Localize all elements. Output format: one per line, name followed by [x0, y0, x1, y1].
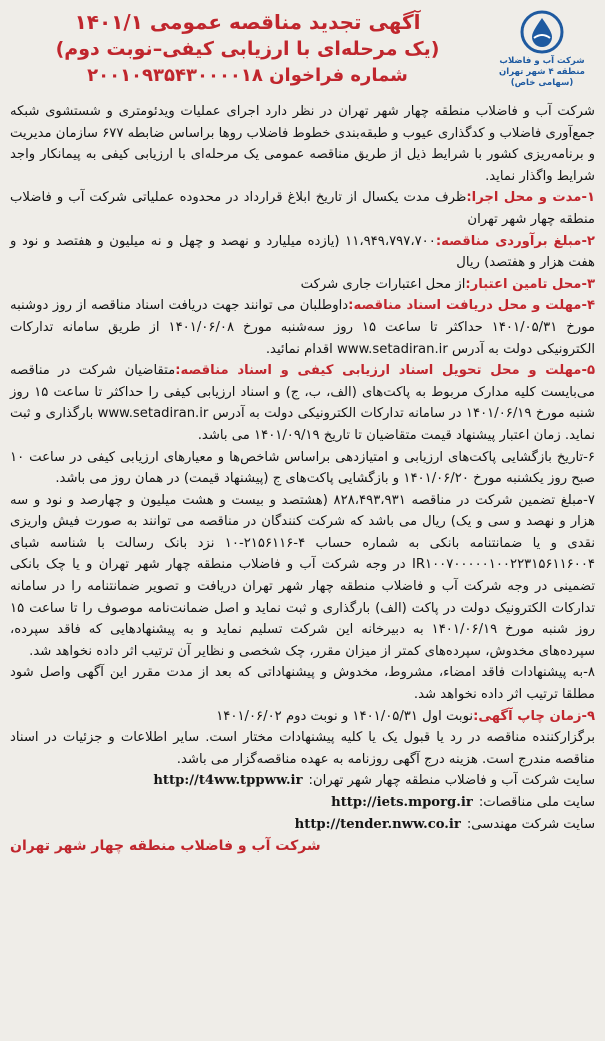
- section-2: [10, 231, 595, 274]
- section-heading: ۵-مهلت و محل تحویل اسناد ارزیابی کیفی و اسناد مناقصه:: [175, 363, 595, 379]
- footer-signature: [10, 838, 595, 854]
- section-6: [10, 447, 595, 490]
- section-heading: ۱-مدت و محل اجرا:: [466, 190, 595, 206]
- water-drop-icon: [520, 10, 564, 54]
- section-heading: ۹-زمان چاپ آگهی:: [473, 708, 595, 724]
- notice-body: [10, 101, 595, 770]
- website-row: [10, 814, 595, 836]
- section-heading: ۳-محل تامین اعتبار:: [465, 276, 595, 292]
- section-7: [10, 490, 595, 663]
- company-logo: [497, 10, 587, 89]
- section-text: ظرف مدت یکسال از تاریخ ابلاغ قرارداد در محدوده عملیاتی شرکت آب و فاضلاب منطقه چهار شهر تهران: [10, 190, 595, 227]
- section-text: ۶-تاریخ بازگشایی پاکت‌های ارزیابی و امتیازدهی براساس شاخص‌ها و معیارهای ارزیابی کیفی در ساعت ۱۰ صبح روز یکشنبه مورخ ۱۴۰۱/۰۶/۲۰ و بازگشایی پاکت‌های ج (پیشنهاد قیمت) در همان روز می باشد.: [10, 449, 595, 487]
- website-row: [10, 792, 595, 814]
- website-label: سایت ملی مناقصات:: [478, 795, 595, 811]
- section-text: نوبت اول ۱۴۰۱/۰۵/۳۱ و نوبت دوم ۱۴۰۱/۰۶/۰۲: [216, 708, 474, 724]
- section-3: [10, 274, 595, 296]
- footer-company: شرکت آب و فاضلاب منطقه چهار شهر تهران: [10, 838, 321, 855]
- call-number: شماره فراخوان ۲۰۰۱۰۹۳۵۴۳۰۰۰۰۱۸: [87, 65, 408, 86]
- title-block: [10, 8, 485, 89]
- intro-paragraph: شرکت آب و فاضلاب منطقه چهار شهر تهران در نظر دارد اجرای عملیات ویدئومتری و شستشوی شبکه جمع‌آوری فاضلاب و کدگذاری عیوب و طبقه‌بندی خطوط فاضلاب روها براساس ضابطه ۶۷۷ سازمان مدیریت و برنامه‌ریزی کشور با شرایط ذیل از طریق مناقصه عمومی یک مرحله‌ای با ارزیابی کیفی به پیمانکار واجد شرایط واگذار نماید.: [10, 104, 596, 184]
- section-1: [10, 187, 595, 230]
- section-8: [10, 662, 595, 705]
- section-text: متقاضیان شرکت در مناقصه می‌بایست کلیه مدارک مربوط به پاکت‌های (الف، ب، ج) و اسناد ارزیابی کیفی را حداکثر تا ساعت ۱۵ روز شنبه مورخ ۱۴۰۱/۰۶/۱۹ در سامانه تدارکات الکترونیکی دولت به آدرس www.setadiran.ir بارگذاری و ثبت نماید. زمان اعتبار پیشنهاد قیمت متقاضیان تا تاریخ ۱۴۰۱/۰۹/۱۹ می باشد.: [10, 363, 595, 443]
- section-heading: ۴-مهلت و محل دریافت اسناد مناقصه:: [348, 298, 595, 314]
- section-text: داوطلبان می توانند جهت دریافت اسناد مناقصه از روز دوشنبه مورخ ۱۴۰۱/۰۵/۳۱ حداکثر تا ساعت ۱۵ روز سه‌شنبه مورخ ۱۴۰۱/۰۶/۰۸ از طریق سامانه تدارکات الکترونیکی دولت به آدرس www.setadiran.ir اقدام نمائید.: [10, 298, 596, 357]
- section-text: ۸-به پیشنهادات فاقد امضاء، مشروط، مخدوش و پیشنهاداتی که بعد از مدت مقرر این آگهی واصل شود مطلقا ترتیب اثر داده نخواهد شد.: [10, 665, 595, 703]
- section-9: [10, 706, 595, 728]
- website-label: سایت شرکت آب و فاضلاب منطقه چهار شهر تهران:: [308, 773, 595, 789]
- section-text: ۷-مبلغ تضمین شرکت در مناقصه ۸۲۸،۴۹۳،۹۳۱ (هشتصد و بیست و هشت میلیون و چهارصد و نود و سه هزار و نهصد و سی و یک) ریال می باشد که شرکت کنندگان در مناقصه می توانند به صورت فیش واریزی نقدی و یا ضمانتنامه بانکی به شماره حساب ۴-۲۱۵۶۱۱۶-۱۰ نزد بانک رسالت با شناسه شبای IR۱۰۰۷۰۰۰۰۰۱۰۰۲۲۳۱۵۶۱۱۶۰۰۴ در وجه شرکت آب و فاضلاب منطقه چهار شهر تهران و یا چک بانکی تضمینی در وجه شرکت آب و فاضلاب منطقه چهار شهر تهران دریافت و تصویر ضمانتنامه را در سامانه تدارکات الکترونیک دولت در پاکت (الف) بارگذاری و ثبت نماید و اصل ضمانت‌نامه موصوف را تا ساعت ۱۵ روز شنبه مورخ ۱۴۰۱/۰۶/۱۹ به دبیرخانه این شرکت تسلیم نماید و به پیشنهادهایی که فاقد سپرده، سپرده‌های مخدوش، سپرده‌های کمتر از میزان مقرر، چک شخصی و نظایر آن ترتیب اثر داده نخواهد شد.: [10, 492, 595, 659]
- website-link[interactable]: http://tender.nww.co.ir: [294, 817, 461, 833]
- website-row: [10, 770, 595, 792]
- section-5: [10, 360, 595, 446]
- website-label: سایت شرکت مهندسی:: [466, 817, 595, 833]
- section-4: [10, 295, 595, 360]
- page-title: آگهی تجدید مناقصه عمومی ۱۴۰۱/۱: [74, 10, 421, 34]
- website-link[interactable]: http://iets.mporg.ir: [331, 795, 473, 811]
- section-heading: ۲-مبلغ برآوردی مناقصه:: [435, 233, 595, 249]
- closing-paragraph: برگزارکننده مناقصه در رد یا قبول یک یا کلیه پیشنهادات مختار است. سایر اطلاعات و جزئیات در اسناد مناقصه مندرج است. هزینه درج آگهی روزنامه به عهده مناقصه‌گزار می باشد.: [10, 730, 595, 767]
- website-link[interactable]: http://t4ww.tppww.ir: [153, 773, 303, 789]
- section-text: از محل اعتبارات جاری شرکت: [300, 276, 466, 292]
- header: [10, 6, 595, 101]
- logo-caption: شرکت آب و فاضلاب منطقه ۴ شهر تهران (سهامی خاص): [499, 56, 585, 88]
- website-list: [10, 770, 595, 836]
- section-text: ۱۱،۹۴۹،۷۹۷،۷۰۰ (یازده میلیارد و نهصد و چهل و نه میلیون و هفتصد و نود و هفت هزار و هفتصد) ریال: [10, 233, 595, 271]
- subtitle: (یک مرحله‌ای با ارزیابی کیفی–نوبت دوم): [55, 38, 440, 60]
